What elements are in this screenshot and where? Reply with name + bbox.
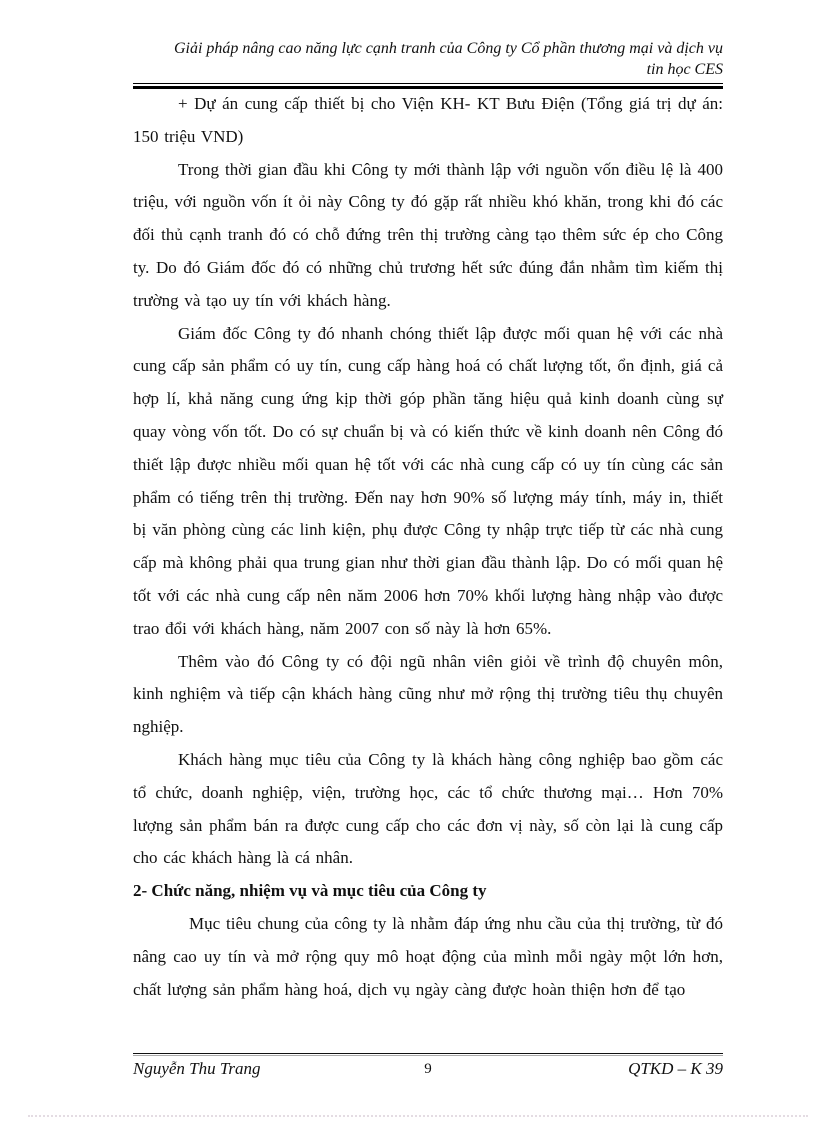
header-title-line1: Giải pháp nâng cao năng lực cạnh tranh của Công ty Cổ phần thương mại và dịch vụ [173,40,723,57]
header-title-line2: tin học CES [646,61,723,78]
section-heading: 2- Chức năng, nhiệm vụ và mục tiêu của Công ty [133,881,487,901]
document-body [133,88,723,1006]
paragraph: Mục tiêu chung của công ty là nhằm đáp ứng nhu cầu của thị trường, từ đó nâng cao uy tín và mở rộng quy mô hoạt động của mình mỗi ngày một lớn hơn, chất lượng sản phẩm hàng hoá, dịch vụ ngày càng được hoàn thiện hơn để tạo [133,913,723,999]
paragraph: Trong thời gian đầu khi Công ty mới thành lập với nguồn vốn điều lệ là 400 triệu, với nguồn vốn ít ỏi này Công ty đó gặp rất nhiều khó khăn, trong khi đó các đối thủ cạnh tranh đó có chỗ đứng trên thị trường càng tạo thêm sức ép cho Công ty. Do đó Giám đốc đó có những chủ trương hết sức đúng đắn nhằm tìm kiếm thị trường và tạo uy tín với khách hàng. [133,159,723,310]
page-footer [133,1053,723,1080]
footer-rule [133,1053,723,1056]
paragraph: Thêm vào đó Công ty có đội ngũ nhân viên giỏi về trình độ chuyên môn, kinh nghiệm và tiếp cận khách hàng cũng như mở rộng thị trường tiêu thụ chuyên nghiệp. [133,651,723,737]
paragraph: + Dự án cung cấp thiết bị cho Viện KH- KT Bưu Điện (Tổng giá trị dự án: 150 triệu VND) [133,94,723,146]
paragraph: Giám đốc Công ty đó nhanh chóng thiết lập được mối quan hệ với các nhà cung cấp sản phẩm có uy tín, cung cấp hàng hoá có chất lượng tốt, ổn định, giá cả hợp lí, khả năng cung ứng kịp thời góp phần tăng hiệu quả kinh doanh cùng sự quay vòng vốn tốt. Do có sự chuẩn bị và có kiến thức về kinh doanh nên Công đó thiết lập được nhiều mối quan hệ tốt với các nhà cung cấp có uy tín cùng các sản phẩm có tiếng trên thị trường. Đến nay hơn 90% số lượng máy tính, máy in, thiết bị văn phòng cùng các linh kiện, phụ được Công ty nhập trực tiếp từ các nhà cung cấp mà không phải qua trung gian như thời gian đầu thành lập. Do có mối quan hệ tốt với các nhà cung cấp nên năm 2006 hơn 70% khối lượng hàng nhập vào được trao đổi với khách hàng, năm 2007 con số này là hơn 65%. [133,323,723,638]
footer-author: Nguyễn Thu Trang [133,1059,261,1078]
running-header [133,38,723,89]
footer-page-number: 9 [424,1061,432,1077]
paragraph: Khách hàng mục tiêu của Công ty là khách hàng công nghiệp bao gồm các tổ chức, doanh nghiệp, viện, trường học, các tổ chức thương mại… Hơn 70% lượng sản phẩm bán ra được cung cấp cho các đơn vị này, số còn lại là cung cấp cho các khách hàng là cá nhân. [133,749,723,868]
page-break-dots [28,1115,808,1117]
footer-class-label: QTKD – K 39 [628,1059,724,1078]
footer-row [133,1058,723,1080]
